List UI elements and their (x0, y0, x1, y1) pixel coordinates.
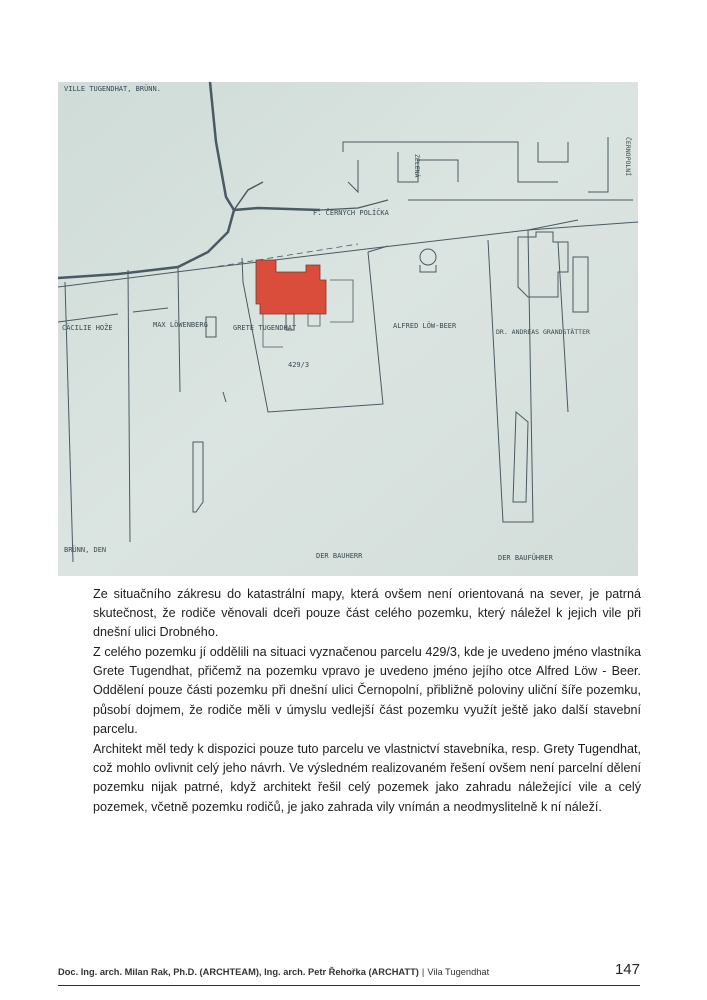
parcel-label-grandstatter: DR. ANDREAS GRANDSTÄTTER (496, 328, 590, 336)
map-title-label: VILLE TUGENDHAT, BRÜNN. (64, 85, 161, 93)
page-number: 147 (614, 961, 640, 978)
footer-separator: | (421, 967, 425, 977)
map-north-street-label: ČERNOPOLNÍ (624, 137, 632, 177)
footer-authors (58, 967, 489, 977)
map-lane-label: F. ČERNÝCH POLÍČKA (313, 209, 389, 217)
cadastral-map-figure (58, 82, 638, 576)
parcel-label-hoze: CÄCILIE HOŽE (62, 324, 113, 332)
parcel-number-grete: 429/3 (288, 361, 310, 369)
map-bottom-left-label: BRÜNN, DEN (64, 546, 107, 554)
svg-text:ZELENÁ: ZELENÁ (413, 154, 421, 178)
parcel-label-alfred: ALFRED LÖW-BEER (393, 322, 457, 330)
map-drawing (58, 82, 638, 576)
paragraph-3: Architekt měl tedy k dispozici pouze tuto parcelu ve vlastnictví stavebníka, resp. Grety Tugendhat, což mohlo ovlivnit celý jeho návrh. Ve výsledném realizovaném řešení ovšem není parcelní dělení pozemku nijak patrné, když architekt řešil celý pozemek jako zahradu náležející vile a celý pozemek, včetně pozemku rodičů, je jako zahrada vily vnímán a neodmyslitelně k ní náleží. (93, 742, 641, 814)
paragraph-1: Ze situačního zákresu do katastrální mapy, která ovšem není orientovaná na sever, je patrná skutečnost, že rodiče věnovali dceři pouze část celého pozemku, který náležel k jejich vile při dnešní ulici Drobného. (93, 587, 641, 640)
parcel-label-lowenberg: MAX LÖWENBERG (153, 321, 208, 329)
signature-builder-label: DER BAUFÜHRER (498, 554, 553, 562)
footer-rule (58, 985, 640, 986)
footer-book-title: Vila Tugendhat (427, 967, 490, 977)
signature-owner-label: DER BAUHERR (316, 552, 363, 560)
paragraph-2: Z celého pozemku jí oddělili na situaci vyznačenou parcelu 429/3, kde je uvedeno jméno vlastníka Grete Tugendhat, přičemž na pozemku vpravo je uvedeno jméno jejího otce Alfred Löw - Beer. Oddělení pouze části pozemku při dnešní ulici Černopolní, přibližně poloviny uliční šíře pozemku, působí dojmem, že rodiče měli v úmyslu vedlejší část pozemku využít ještě jako další stavební parcelu. (93, 645, 641, 736)
footer-authors-text: Doc. Ing. arch. Milan Rak, Ph.D. (ARCHTEAM), Ing. arch. Petr Řehořka (ARCHATT) (58, 967, 419, 977)
parcel-label-grete: GRETE TUGENDHAT (233, 324, 297, 332)
